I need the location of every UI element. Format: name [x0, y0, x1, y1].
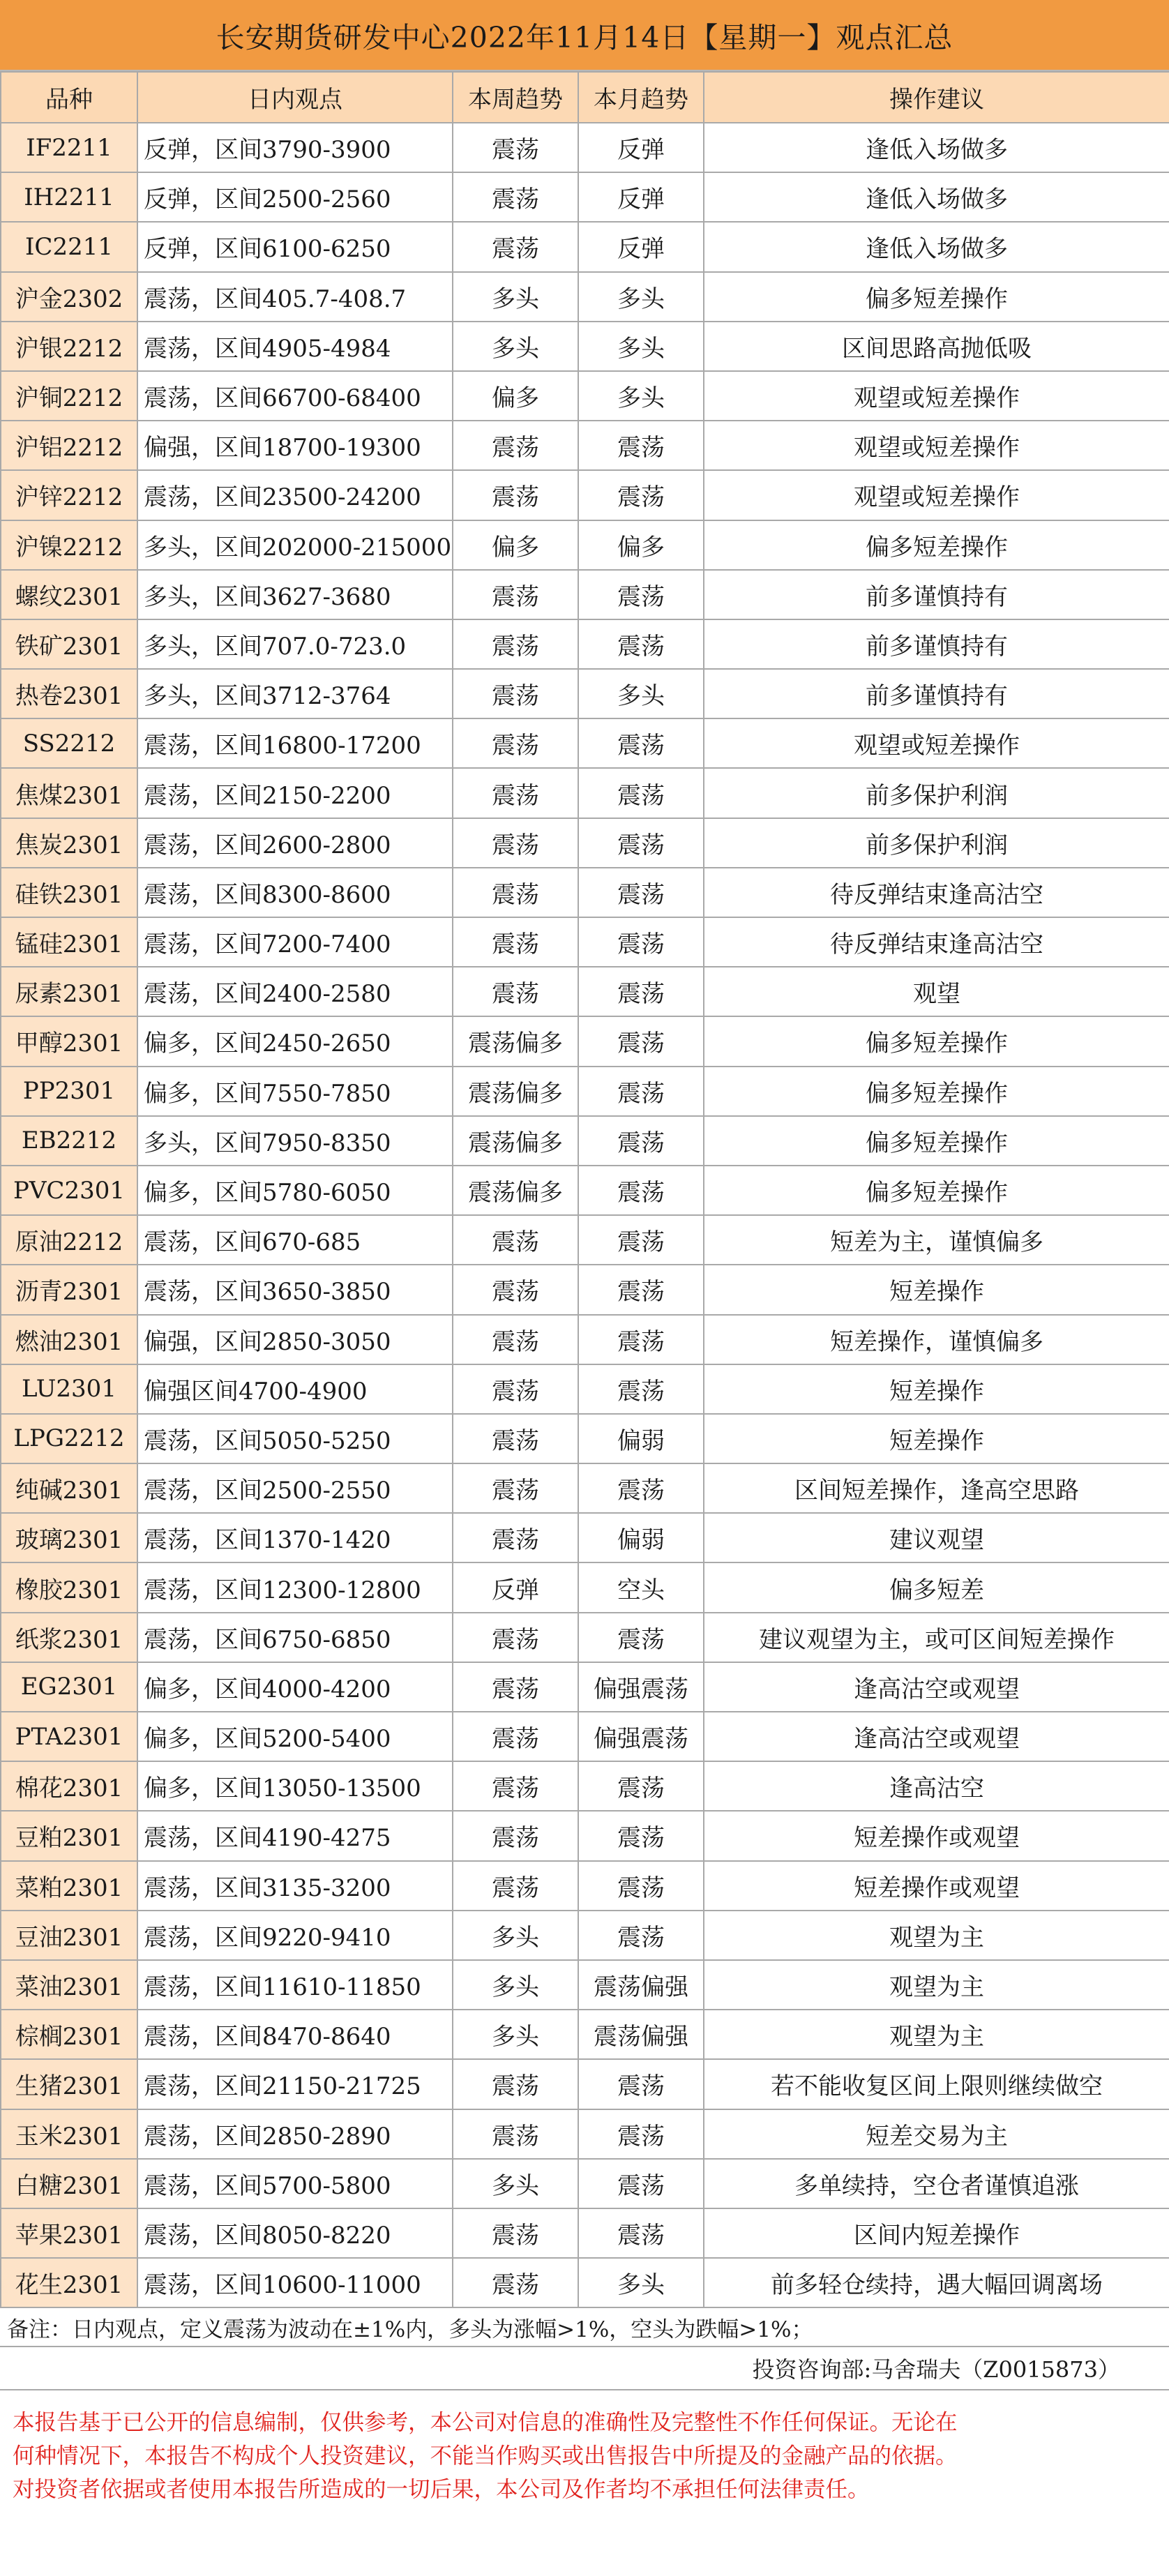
advice-cell: 观望或短差操作 — [704, 421, 1169, 470]
variety-cell: PP2301 — [1, 1067, 137, 1116]
monthly-trend-cell: 多头 — [578, 322, 704, 371]
column-header-intraday-view: 日内观点 — [137, 72, 453, 123]
intraday-view-cell: 震荡，区间8050-8220 — [137, 2208, 453, 2258]
report-title: 长安期货研发中心2022年11月14日【星期一】观点汇总 — [0, 0, 1169, 71]
advice-cell: 短差交易为主 — [704, 2109, 1169, 2159]
advice-cell: 偏多短差操作 — [704, 1116, 1169, 1166]
weekly-trend-cell: 震荡 — [453, 1463, 578, 1513]
intraday-view-cell: 反弹，区间2500-2560 — [137, 172, 453, 222]
disclaimer-line: 何种情况下，本报告不构成个人投资建议，不能当作购买或出售报告中所提及的金融产品的依据。 — [13, 2443, 958, 2469]
table-row — [1, 172, 1169, 222]
variety-cell: 沪铜2212 — [1, 371, 137, 421]
table-row — [1, 421, 1169, 470]
intraday-view-cell: 震荡，区间2500-2550 — [137, 1463, 453, 1513]
intraday-view-cell: 震荡，区间5050-5250 — [137, 1414, 453, 1463]
intraday-view-cell: 震荡，区间12300-12800 — [137, 1562, 453, 1612]
table-row — [1, 917, 1169, 967]
advice-cell: 逢高沽空 — [704, 1761, 1169, 1811]
table-row — [1, 1861, 1169, 1911]
variety-cell: 沥青2301 — [1, 1265, 137, 1314]
advice-cell: 观望为主 — [704, 1960, 1169, 2010]
weekly-trend-cell: 震荡 — [453, 1265, 578, 1314]
weekly-trend-cell: 偏多 — [453, 371, 578, 421]
intraday-view-cell: 偏多，区间2450-2650 — [137, 1016, 453, 1066]
table-row — [1, 718, 1169, 768]
monthly-trend-cell: 震荡 — [578, 1166, 704, 1215]
monthly-trend-cell: 震荡 — [578, 917, 704, 967]
variety-cell: EG2301 — [1, 1662, 137, 1712]
weekly-trend-cell: 多头 — [453, 1911, 578, 1960]
intraday-view-cell: 多头，区间7950-8350 — [137, 1116, 453, 1166]
weekly-trend-cell: 震荡 — [453, 222, 578, 271]
intraday-view-cell: 震荡，区间9220-9410 — [137, 1911, 453, 1960]
table-header-row — [1, 72, 1169, 123]
monthly-trend-cell: 反弹 — [578, 172, 704, 222]
table-row — [1, 818, 1169, 868]
table-row — [1, 619, 1169, 669]
intraday-view-cell: 多头，区间3712-3764 — [137, 669, 453, 718]
intraday-view-cell: 震荡，区间4190-4275 — [137, 1811, 453, 1860]
table-body — [1, 123, 1169, 2307]
weekly-trend-cell: 震荡 — [453, 1861, 578, 1911]
advice-cell: 观望或短差操作 — [704, 470, 1169, 520]
advice-cell: 观望为主 — [704, 1911, 1169, 1960]
disclaimer-line: 对投资者依据或者使用本报告所造成的一切后果，本公司及作者均不承担任何法律责任。 — [13, 2477, 870, 2503]
variety-cell: 菜粕2301 — [1, 1861, 137, 1911]
weekly-trend-cell: 震荡 — [453, 172, 578, 222]
table-row — [1, 2059, 1169, 2109]
variety-cell: 焦煤2301 — [1, 768, 137, 818]
table-row — [1, 371, 1169, 421]
monthly-trend-cell: 震荡 — [578, 1811, 704, 1860]
monthly-trend-cell: 震荡 — [578, 2159, 704, 2208]
table-row — [1, 768, 1169, 818]
monthly-trend-cell: 偏强震荡 — [578, 1662, 704, 1712]
table-row — [1, 1712, 1169, 1761]
monthly-trend-cell: 震荡 — [578, 1613, 704, 1662]
weekly-trend-cell: 多头 — [453, 272, 578, 322]
weekly-trend-cell: 震荡偏多 — [453, 1166, 578, 1215]
weekly-trend-cell: 震荡 — [453, 619, 578, 669]
monthly-trend-cell: 震荡 — [578, 1761, 704, 1811]
variety-cell: 玉米2301 — [1, 2109, 137, 2159]
monthly-trend-cell: 震荡 — [578, 1315, 704, 1364]
weekly-trend-cell: 震荡 — [453, 470, 578, 520]
intraday-view-cell: 偏多，区间5200-5400 — [137, 1712, 453, 1761]
advice-cell: 观望或短差操作 — [704, 371, 1169, 421]
monthly-trend-cell: 偏弱 — [578, 1513, 704, 1562]
variety-cell: 甲醇2301 — [1, 1016, 137, 1066]
table-row — [1, 1613, 1169, 1662]
table-row — [1, 1463, 1169, 1513]
advice-cell: 短差操作 — [704, 1265, 1169, 1314]
weekly-trend-cell: 震荡 — [453, 1613, 578, 1662]
monthly-trend-cell: 震荡 — [578, 818, 704, 868]
variety-cell: LPG2212 — [1, 1414, 137, 1463]
table-row — [1, 1016, 1169, 1066]
monthly-trend-cell: 震荡 — [578, 2059, 704, 2109]
weekly-trend-cell: 震荡 — [453, 917, 578, 967]
intraday-view-cell: 震荡，区间16800-17200 — [137, 718, 453, 768]
consultant-credit: 投资咨询部:马舍瑞夫（Z0015873） — [0, 2347, 1169, 2390]
intraday-view-cell: 偏多，区间13050-13500 — [137, 1761, 453, 1811]
advice-cell: 区间思路高抛低吸 — [704, 322, 1169, 371]
variety-cell: 螺纹2301 — [1, 570, 137, 619]
weekly-trend-cell: 震荡偏多 — [453, 1067, 578, 1116]
monthly-trend-cell: 震荡 — [578, 570, 704, 619]
table-row — [1, 520, 1169, 570]
table-row — [1, 1414, 1169, 1463]
variety-cell: 棉花2301 — [1, 1761, 137, 1811]
advice-cell: 偏多短差操作 — [704, 520, 1169, 570]
monthly-trend-cell: 震荡 — [578, 718, 704, 768]
intraday-view-cell: 震荡，区间405.7-408.7 — [137, 272, 453, 322]
disclaimer — [0, 2390, 1169, 2506]
column-header-variety: 品种 — [1, 72, 137, 123]
intraday-view-cell: 震荡，区间10600-11000 — [137, 2258, 453, 2307]
variety-cell: 原油2212 — [1, 1215, 137, 1265]
monthly-trend-cell: 震荡 — [578, 1463, 704, 1513]
table-row — [1, 2258, 1169, 2307]
variety-cell: PVC2301 — [1, 1166, 137, 1215]
monthly-trend-cell: 震荡 — [578, 1265, 704, 1314]
weekly-trend-cell: 震荡 — [453, 1662, 578, 1712]
advice-cell: 逢高沽空或观望 — [704, 1712, 1169, 1761]
intraday-view-cell: 反弹，区间3790-3900 — [137, 123, 453, 172]
variety-cell: 热卷2301 — [1, 669, 137, 718]
table-row — [1, 123, 1169, 172]
advice-cell: 区间短差操作，逢高空思路 — [704, 1463, 1169, 1513]
variety-cell: 硅铁2301 — [1, 868, 137, 917]
weekly-trend-cell: 震荡 — [453, 1513, 578, 1562]
variety-cell: 沪铝2212 — [1, 421, 137, 470]
intraday-view-cell: 偏多，区间7550-7850 — [137, 1067, 453, 1116]
intraday-view-cell: 震荡，区间2600-2800 — [137, 818, 453, 868]
advice-cell: 逢低入场做多 — [704, 172, 1169, 222]
monthly-trend-cell: 多头 — [578, 272, 704, 322]
monthly-trend-cell: 震荡 — [578, 619, 704, 669]
variety-cell: IH2211 — [1, 172, 137, 222]
monthly-trend-cell: 偏弱 — [578, 1414, 704, 1463]
weekly-trend-cell: 震荡 — [453, 2109, 578, 2159]
weekly-trend-cell: 多头 — [453, 2010, 578, 2059]
weekly-trend-cell: 震荡 — [453, 1215, 578, 1265]
weekly-trend-cell: 震荡 — [453, 123, 578, 172]
variety-cell: 燃油2301 — [1, 1315, 137, 1364]
weekly-trend-cell: 震荡 — [453, 570, 578, 619]
weekly-trend-cell: 震荡 — [453, 2059, 578, 2109]
advice-cell: 短差操作，谨慎偏多 — [704, 1315, 1169, 1364]
intraday-view-cell: 震荡，区间7200-7400 — [137, 917, 453, 967]
advice-cell: 偏多短差 — [704, 1562, 1169, 1612]
table-row — [1, 967, 1169, 1016]
column-header-weekly-trend: 本周趋势 — [453, 72, 578, 123]
disclaimer-line: 本报告基于已公开的信息编制，仅供参考，本公司对信息的准确性及完整性不作任何保证。无论在 — [13, 2410, 958, 2436]
weekly-trend-cell: 震荡 — [453, 669, 578, 718]
intraday-view-cell: 震荡，区间11610-11850 — [137, 1960, 453, 2010]
monthly-trend-cell: 反弹 — [578, 222, 704, 271]
variety-cell: 沪银2212 — [1, 322, 137, 371]
advice-cell: 待反弹结束逢高沽空 — [704, 917, 1169, 967]
table-row — [1, 2159, 1169, 2208]
monthly-trend-cell: 震荡 — [578, 768, 704, 818]
intraday-view-cell: 震荡，区间23500-24200 — [137, 470, 453, 520]
variety-cell: IF2211 — [1, 123, 137, 172]
advice-cell: 建议观望 — [704, 1513, 1169, 1562]
advice-cell: 逢低入场做多 — [704, 123, 1169, 172]
variety-cell: 豆油2301 — [1, 1911, 137, 1960]
advice-cell: 若不能收复区间上限则继续做空 — [704, 2059, 1169, 2109]
weekly-trend-cell: 震荡 — [453, 1811, 578, 1860]
weekly-trend-cell: 震荡 — [453, 2208, 578, 2258]
advice-cell: 观望 — [704, 967, 1169, 1016]
weekly-trend-cell: 反弹 — [453, 1562, 578, 1612]
intraday-view-cell: 震荡，区间3135-3200 — [137, 1861, 453, 1911]
variety-cell: 沪锌2212 — [1, 470, 137, 520]
intraday-view-cell: 偏强，区间2850-3050 — [137, 1315, 453, 1364]
footnote: 备注：日内观点，定义震荡为波动在±1%内，多头为涨幅>1%，空头为跌幅>1%； — [0, 2308, 1169, 2347]
variety-cell: IC2211 — [1, 222, 137, 271]
table-row — [1, 322, 1169, 371]
weekly-trend-cell: 震荡 — [453, 1315, 578, 1364]
intraday-view-cell: 震荡，区间21150-21725 — [137, 2059, 453, 2109]
monthly-trend-cell: 震荡 — [578, 1067, 704, 1116]
monthly-trend-cell: 震荡 — [578, 2208, 704, 2258]
monthly-trend-cell: 震荡偏强 — [578, 1960, 704, 2010]
variety-cell: 菜油2301 — [1, 1960, 137, 2010]
variety-cell: SS2212 — [1, 718, 137, 768]
weekly-trend-cell: 震荡 — [453, 1712, 578, 1761]
variety-cell: 纸浆2301 — [1, 1613, 137, 1662]
weekly-trend-cell: 震荡 — [453, 1364, 578, 1414]
advice-cell: 偏多短差操作 — [704, 1067, 1169, 1116]
table-row — [1, 1166, 1169, 1215]
advice-cell: 待反弹结束逢高沽空 — [704, 868, 1169, 917]
table-row — [1, 1315, 1169, 1364]
weekly-trend-cell: 震荡 — [453, 2258, 578, 2307]
variety-cell: 橡胶2301 — [1, 1562, 137, 1612]
advice-cell: 前多保护利润 — [704, 818, 1169, 868]
monthly-trend-cell: 震荡偏强 — [578, 2010, 704, 2059]
weekly-trend-cell: 偏多 — [453, 520, 578, 570]
variety-cell: 尿素2301 — [1, 967, 137, 1016]
variety-cell: 纯碱2301 — [1, 1463, 137, 1513]
intraday-view-cell: 震荡，区间2850-2890 — [137, 2109, 453, 2159]
advice-cell: 前多轻仓续持，遇大幅回调离场 — [704, 2258, 1169, 2307]
table-row — [1, 570, 1169, 619]
weekly-trend-cell: 多头 — [453, 322, 578, 371]
weekly-trend-cell: 多头 — [453, 2159, 578, 2208]
variety-cell: 玻璃2301 — [1, 1513, 137, 1562]
monthly-trend-cell: 震荡 — [578, 421, 704, 470]
weekly-trend-cell: 震荡 — [453, 1761, 578, 1811]
table-row — [1, 1562, 1169, 1612]
monthly-trend-cell: 空头 — [578, 1562, 704, 1612]
intraday-view-cell: 多头，区间707.0-723.0 — [137, 619, 453, 669]
monthly-trend-cell: 震荡 — [578, 1861, 704, 1911]
advice-cell: 观望或短差操作 — [704, 718, 1169, 768]
table-row — [1, 2109, 1169, 2159]
variety-cell: 棕榈2301 — [1, 2010, 137, 2059]
monthly-trend-cell: 震荡 — [578, 2109, 704, 2159]
intraday-view-cell: 震荡，区间6750-6850 — [137, 1613, 453, 1662]
advice-cell: 区间内短差操作 — [704, 2208, 1169, 2258]
monthly-trend-cell: 偏强震荡 — [578, 1712, 704, 1761]
intraday-view-cell: 震荡，区间670-685 — [137, 1215, 453, 1265]
monthly-trend-cell: 震荡 — [578, 1215, 704, 1265]
table-row — [1, 1265, 1169, 1314]
weekly-trend-cell: 震荡 — [453, 421, 578, 470]
variety-cell: LU2301 — [1, 1364, 137, 1414]
advice-cell: 偏多短差操作 — [704, 1016, 1169, 1066]
monthly-trend-cell: 震荡 — [578, 1911, 704, 1960]
weekly-trend-cell: 震荡偏多 — [453, 1116, 578, 1166]
variety-cell: 白糖2301 — [1, 2159, 137, 2208]
intraday-view-cell: 偏多，区间5780-6050 — [137, 1166, 453, 1215]
table-row — [1, 1911, 1169, 1960]
monthly-trend-cell: 震荡 — [578, 1016, 704, 1066]
intraday-view-cell: 震荡，区间4905-4984 — [137, 322, 453, 371]
intraday-view-cell: 震荡，区间3650-3850 — [137, 1265, 453, 1314]
table-row — [1, 1215, 1169, 1265]
table-row — [1, 1761, 1169, 1811]
variety-cell: PTA2301 — [1, 1712, 137, 1761]
table-row — [1, 2208, 1169, 2258]
monthly-trend-cell: 多头 — [578, 669, 704, 718]
advice-cell: 观望为主 — [704, 2010, 1169, 2059]
intraday-view-cell: 多头，区间3627-3680 — [137, 570, 453, 619]
variety-cell: 苹果2301 — [1, 2208, 137, 2258]
intraday-view-cell: 震荡，区间8470-8640 — [137, 2010, 453, 2059]
intraday-view-cell: 偏强区间4700-4900 — [137, 1364, 453, 1414]
advice-cell: 前多谨慎持有 — [704, 619, 1169, 669]
table-row — [1, 1513, 1169, 1562]
weekly-trend-cell: 多头 — [453, 1960, 578, 2010]
advice-cell: 偏多短差操作 — [704, 1166, 1169, 1215]
monthly-trend-cell: 偏多 — [578, 520, 704, 570]
monthly-trend-cell: 多头 — [578, 2258, 704, 2307]
monthly-trend-cell: 多头 — [578, 371, 704, 421]
table-row — [1, 222, 1169, 271]
monthly-trend-cell: 震荡 — [578, 1116, 704, 1166]
intraday-view-cell: 震荡，区间1370-1420 — [137, 1513, 453, 1562]
variety-cell: 沪镍2212 — [1, 520, 137, 570]
table-row — [1, 2010, 1169, 2059]
weekly-trend-cell: 震荡偏多 — [453, 1016, 578, 1066]
intraday-view-cell: 震荡，区间2400-2580 — [137, 967, 453, 1016]
advice-cell: 短差操作或观望 — [704, 1861, 1169, 1911]
advice-cell: 前多谨慎持有 — [704, 570, 1169, 619]
weekly-trend-cell: 震荡 — [453, 967, 578, 1016]
table-row — [1, 1116, 1169, 1166]
column-header-advice: 操作建议 — [704, 72, 1169, 123]
intraday-view-cell: 反弹，区间6100-6250 — [137, 222, 453, 271]
monthly-trend-cell: 震荡 — [578, 1364, 704, 1414]
advice-cell: 建议观望为主，或可区间短差操作 — [704, 1613, 1169, 1662]
variety-cell: 锰硅2301 — [1, 917, 137, 967]
variety-cell: EB2212 — [1, 1116, 137, 1166]
intraday-view-cell: 偏强，区间18700-19300 — [137, 421, 453, 470]
advice-cell: 前多谨慎持有 — [704, 669, 1169, 718]
advice-cell: 前多保护利润 — [704, 768, 1169, 818]
weekly-trend-cell: 震荡 — [453, 768, 578, 818]
monthly-trend-cell: 震荡 — [578, 868, 704, 917]
intraday-view-cell: 震荡，区间2150-2200 — [137, 768, 453, 818]
column-header-monthly-trend: 本月趋势 — [578, 72, 704, 123]
monthly-trend-cell: 震荡 — [578, 470, 704, 520]
table-row — [1, 1811, 1169, 1860]
variety-cell: 花生2301 — [1, 2258, 137, 2307]
variety-cell: 沪金2302 — [1, 272, 137, 322]
intraday-view-cell: 震荡，区间5700-5800 — [137, 2159, 453, 2208]
variety-cell: 生猪2301 — [1, 2059, 137, 2109]
weekly-trend-cell: 震荡 — [453, 1414, 578, 1463]
monthly-trend-cell: 震荡 — [578, 967, 704, 1016]
intraday-view-cell: 震荡，区间66700-68400 — [137, 371, 453, 421]
advice-cell: 逢高沽空或观望 — [704, 1662, 1169, 1712]
advice-cell: 短差为主，谨慎偏多 — [704, 1215, 1169, 1265]
table-row — [1, 1364, 1169, 1414]
table-row — [1, 868, 1169, 917]
variety-cell: 铁矿2301 — [1, 619, 137, 669]
intraday-view-cell: 多头，区间202000-215000 — [137, 520, 453, 570]
weekly-trend-cell: 震荡 — [453, 868, 578, 917]
advice-cell: 短差操作 — [704, 1414, 1169, 1463]
variety-cell: 豆粕2301 — [1, 1811, 137, 1860]
weekly-trend-cell: 震荡 — [453, 718, 578, 768]
intraday-view-cell: 偏多，区间4000-4200 — [137, 1662, 453, 1712]
views-table — [0, 71, 1169, 2308]
table-row — [1, 470, 1169, 520]
advice-cell: 多单续持，空仓者谨慎追涨 — [704, 2159, 1169, 2208]
advice-cell: 短差操作 — [704, 1364, 1169, 1414]
weekly-trend-cell: 震荡 — [453, 818, 578, 868]
variety-cell: 焦炭2301 — [1, 818, 137, 868]
intraday-view-cell: 震荡，区间8300-8600 — [137, 868, 453, 917]
table-row — [1, 1067, 1169, 1116]
table-row — [1, 1960, 1169, 2010]
advice-cell: 短差操作或观望 — [704, 1811, 1169, 1860]
advice-cell: 偏多短差操作 — [704, 272, 1169, 322]
monthly-trend-cell: 反弹 — [578, 123, 704, 172]
advice-cell: 逢低入场做多 — [704, 222, 1169, 271]
table-row — [1, 272, 1169, 322]
table-row — [1, 669, 1169, 718]
table-row — [1, 1662, 1169, 1712]
